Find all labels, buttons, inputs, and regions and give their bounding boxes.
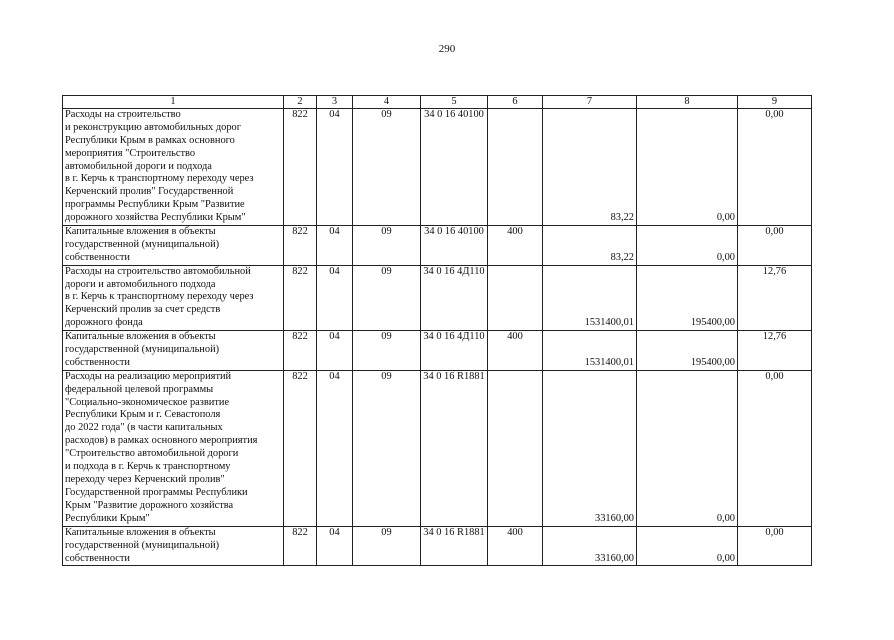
header-cell-1: 1 xyxy=(63,96,284,109)
expense-name-line: Расходы на строительство автомобильной xyxy=(65,265,251,277)
expense-name-line: в г. Керчь к транспортному переходу через xyxy=(65,173,254,185)
expense-type-cell xyxy=(488,370,543,526)
header-cell-3: 3 xyxy=(317,96,353,109)
target-article-cell: 34 0 16 40100 xyxy=(421,109,488,226)
execution-percent-cell: 12,76 xyxy=(738,331,812,371)
header-cell-9: 9 xyxy=(738,96,812,109)
expense-name-line: государственной (муниципальной) xyxy=(65,539,220,551)
expense-name-line: Расходы на реализацию мероприятий xyxy=(65,370,232,382)
planned-amount-cell: 83,22 xyxy=(543,226,637,266)
header-cell-5: 5 xyxy=(421,96,488,109)
execution-percent-cell: 12,76 xyxy=(738,265,812,330)
subsection-code-cell: 09 xyxy=(353,226,421,266)
table-body xyxy=(63,96,812,566)
expense-name-line: Капитальные вложения в объекты xyxy=(65,226,216,238)
expense-name-line: Капитальные вложения в объекты xyxy=(65,526,216,538)
header-cell-4: 4 xyxy=(353,96,421,109)
expense-name-line: и подхода в г. Керчь к транспортному xyxy=(65,461,231,473)
planned-amount-cell: 33160,00 xyxy=(543,526,637,566)
planned-amount-cell: 1531400,01 xyxy=(543,265,637,330)
table-row xyxy=(63,370,812,526)
expense-name-cell xyxy=(63,265,284,330)
expense-name-line: федеральной целевой программы xyxy=(65,383,214,395)
header-cell-8: 8 xyxy=(637,96,738,109)
section-code-cell: 04 xyxy=(317,109,353,226)
expense-name-line: Республики Крым в рамках основного xyxy=(65,134,235,146)
execution-percent-cell: 0,00 xyxy=(738,526,812,566)
expense-name-line: дороги и автомобильного подхода xyxy=(65,278,216,290)
table-row xyxy=(63,226,812,266)
grbs-code-cell: 822 xyxy=(284,265,317,330)
section-code-cell: 04 xyxy=(317,526,353,566)
expense-name-cell xyxy=(63,526,284,566)
grbs-code-cell: 822 xyxy=(284,370,317,526)
header-cell-6: 6 xyxy=(488,96,543,109)
target-article-cell: 34 0 16 4Д110 xyxy=(421,265,488,330)
subsection-code-cell: 09 xyxy=(353,109,421,226)
planned-amount-cell: 1531400,01 xyxy=(543,331,637,371)
expense-name-line: переходу через Керченский пролив" xyxy=(65,473,225,485)
subsection-code-cell: 09 xyxy=(353,331,421,371)
target-article-cell: 34 0 16 40100 xyxy=(421,226,488,266)
expense-name-line: автомобильной дороги и подхода xyxy=(65,160,212,172)
expense-name-line: "Социально-экономическое развитие xyxy=(65,396,230,408)
table-row xyxy=(63,331,812,371)
expense-name-line: собственности xyxy=(65,356,130,368)
target-article-cell: 34 0 16 4Д110 xyxy=(421,331,488,371)
expense-name-line: государственной (муниципальной) xyxy=(65,238,220,250)
expense-name-line: собственности xyxy=(65,552,130,564)
actual-amount-cell: 0,00 xyxy=(637,226,738,266)
expense-type-cell: 400 xyxy=(488,226,543,266)
expense-name-line: Республики Крым" xyxy=(65,512,150,524)
header-cell-2: 2 xyxy=(284,96,317,109)
planned-amount-cell: 83,22 xyxy=(543,109,637,226)
expense-name-line: до 2022 года" (в части капитальных xyxy=(65,422,223,434)
expense-name-line: Капитальные вложения в объекты xyxy=(65,331,216,343)
grbs-code-cell: 822 xyxy=(284,331,317,371)
expense-name-cell xyxy=(63,331,284,371)
subsection-code-cell: 09 xyxy=(353,370,421,526)
expense-name-line: Расходы на строительство xyxy=(65,109,181,120)
expense-type-cell: 400 xyxy=(488,331,543,371)
expense-name-line: программы Республики Крым "Развитие xyxy=(65,199,245,211)
expense-name-line: Государственной программы Республики xyxy=(65,486,248,498)
subsection-code-cell: 09 xyxy=(353,265,421,330)
planned-amount-cell: 33160,00 xyxy=(543,370,637,526)
grbs-code-cell: 822 xyxy=(284,109,317,226)
expense-name-line: мероприятия "Строительство xyxy=(65,147,196,159)
expense-name-line: Керченский пролив за счет средств xyxy=(65,304,221,316)
expense-name-line: собственности xyxy=(65,251,130,263)
expense-name-line: дорожного фонда xyxy=(65,317,143,329)
section-code-cell: 04 xyxy=(317,331,353,371)
expense-name-line: Республики Крым и г. Севастополя xyxy=(65,409,221,421)
expense-type-cell: 400 xyxy=(488,526,543,566)
grbs-code-cell: 822 xyxy=(284,226,317,266)
actual-amount-cell: 195400,00 xyxy=(637,265,738,330)
expense-name-cell xyxy=(63,370,284,526)
table-row xyxy=(63,109,812,226)
target-article-cell: 34 0 16 R1881 xyxy=(421,370,488,526)
execution-percent-cell: 0,00 xyxy=(738,226,812,266)
page-number: 290 xyxy=(438,43,456,55)
subsection-code-cell: 09 xyxy=(353,526,421,566)
actual-amount-cell: 0,00 xyxy=(637,370,738,526)
section-code-cell: 04 xyxy=(317,226,353,266)
header-cell-7: 7 xyxy=(543,96,637,109)
expense-name-cell xyxy=(63,109,284,226)
table-row xyxy=(63,526,812,566)
execution-percent-cell: 0,00 xyxy=(738,109,812,226)
expense-type-cell xyxy=(488,265,543,330)
expense-name-line: и реконструкцию автомобильных дорог xyxy=(65,121,241,133)
expense-name-line: расходов) в рамках основного мероприятия xyxy=(65,435,258,447)
grbs-code-cell: 822 xyxy=(284,526,317,566)
expense-name-line: "Строительство автомобильной дороги xyxy=(65,448,239,460)
budget-table xyxy=(62,95,812,566)
actual-amount-cell: 195400,00 xyxy=(637,331,738,371)
header-row xyxy=(63,96,812,109)
execution-percent-cell: 0,00 xyxy=(738,370,812,526)
expense-type-cell xyxy=(488,109,543,226)
section-code-cell: 04 xyxy=(317,370,353,526)
expense-name-line: Крым "Развитие дорожного хозяйства xyxy=(65,499,234,511)
actual-amount-cell: 0,00 xyxy=(637,526,738,566)
actual-amount-cell: 0,00 xyxy=(637,109,738,226)
expense-name-line: Керченский пролив" Государственной xyxy=(65,186,234,198)
expense-name-cell xyxy=(63,226,284,266)
expense-name-line: в г. Керчь к транспортному переходу через xyxy=(65,291,254,303)
expense-name-line: государственной (муниципальной) xyxy=(65,344,220,356)
target-article-cell: 34 0 16 R1881 xyxy=(421,526,488,566)
table-row xyxy=(63,265,812,330)
expense-name-line: дорожного хозяйства Республики Крым" xyxy=(65,212,246,224)
section-code-cell: 04 xyxy=(317,265,353,330)
